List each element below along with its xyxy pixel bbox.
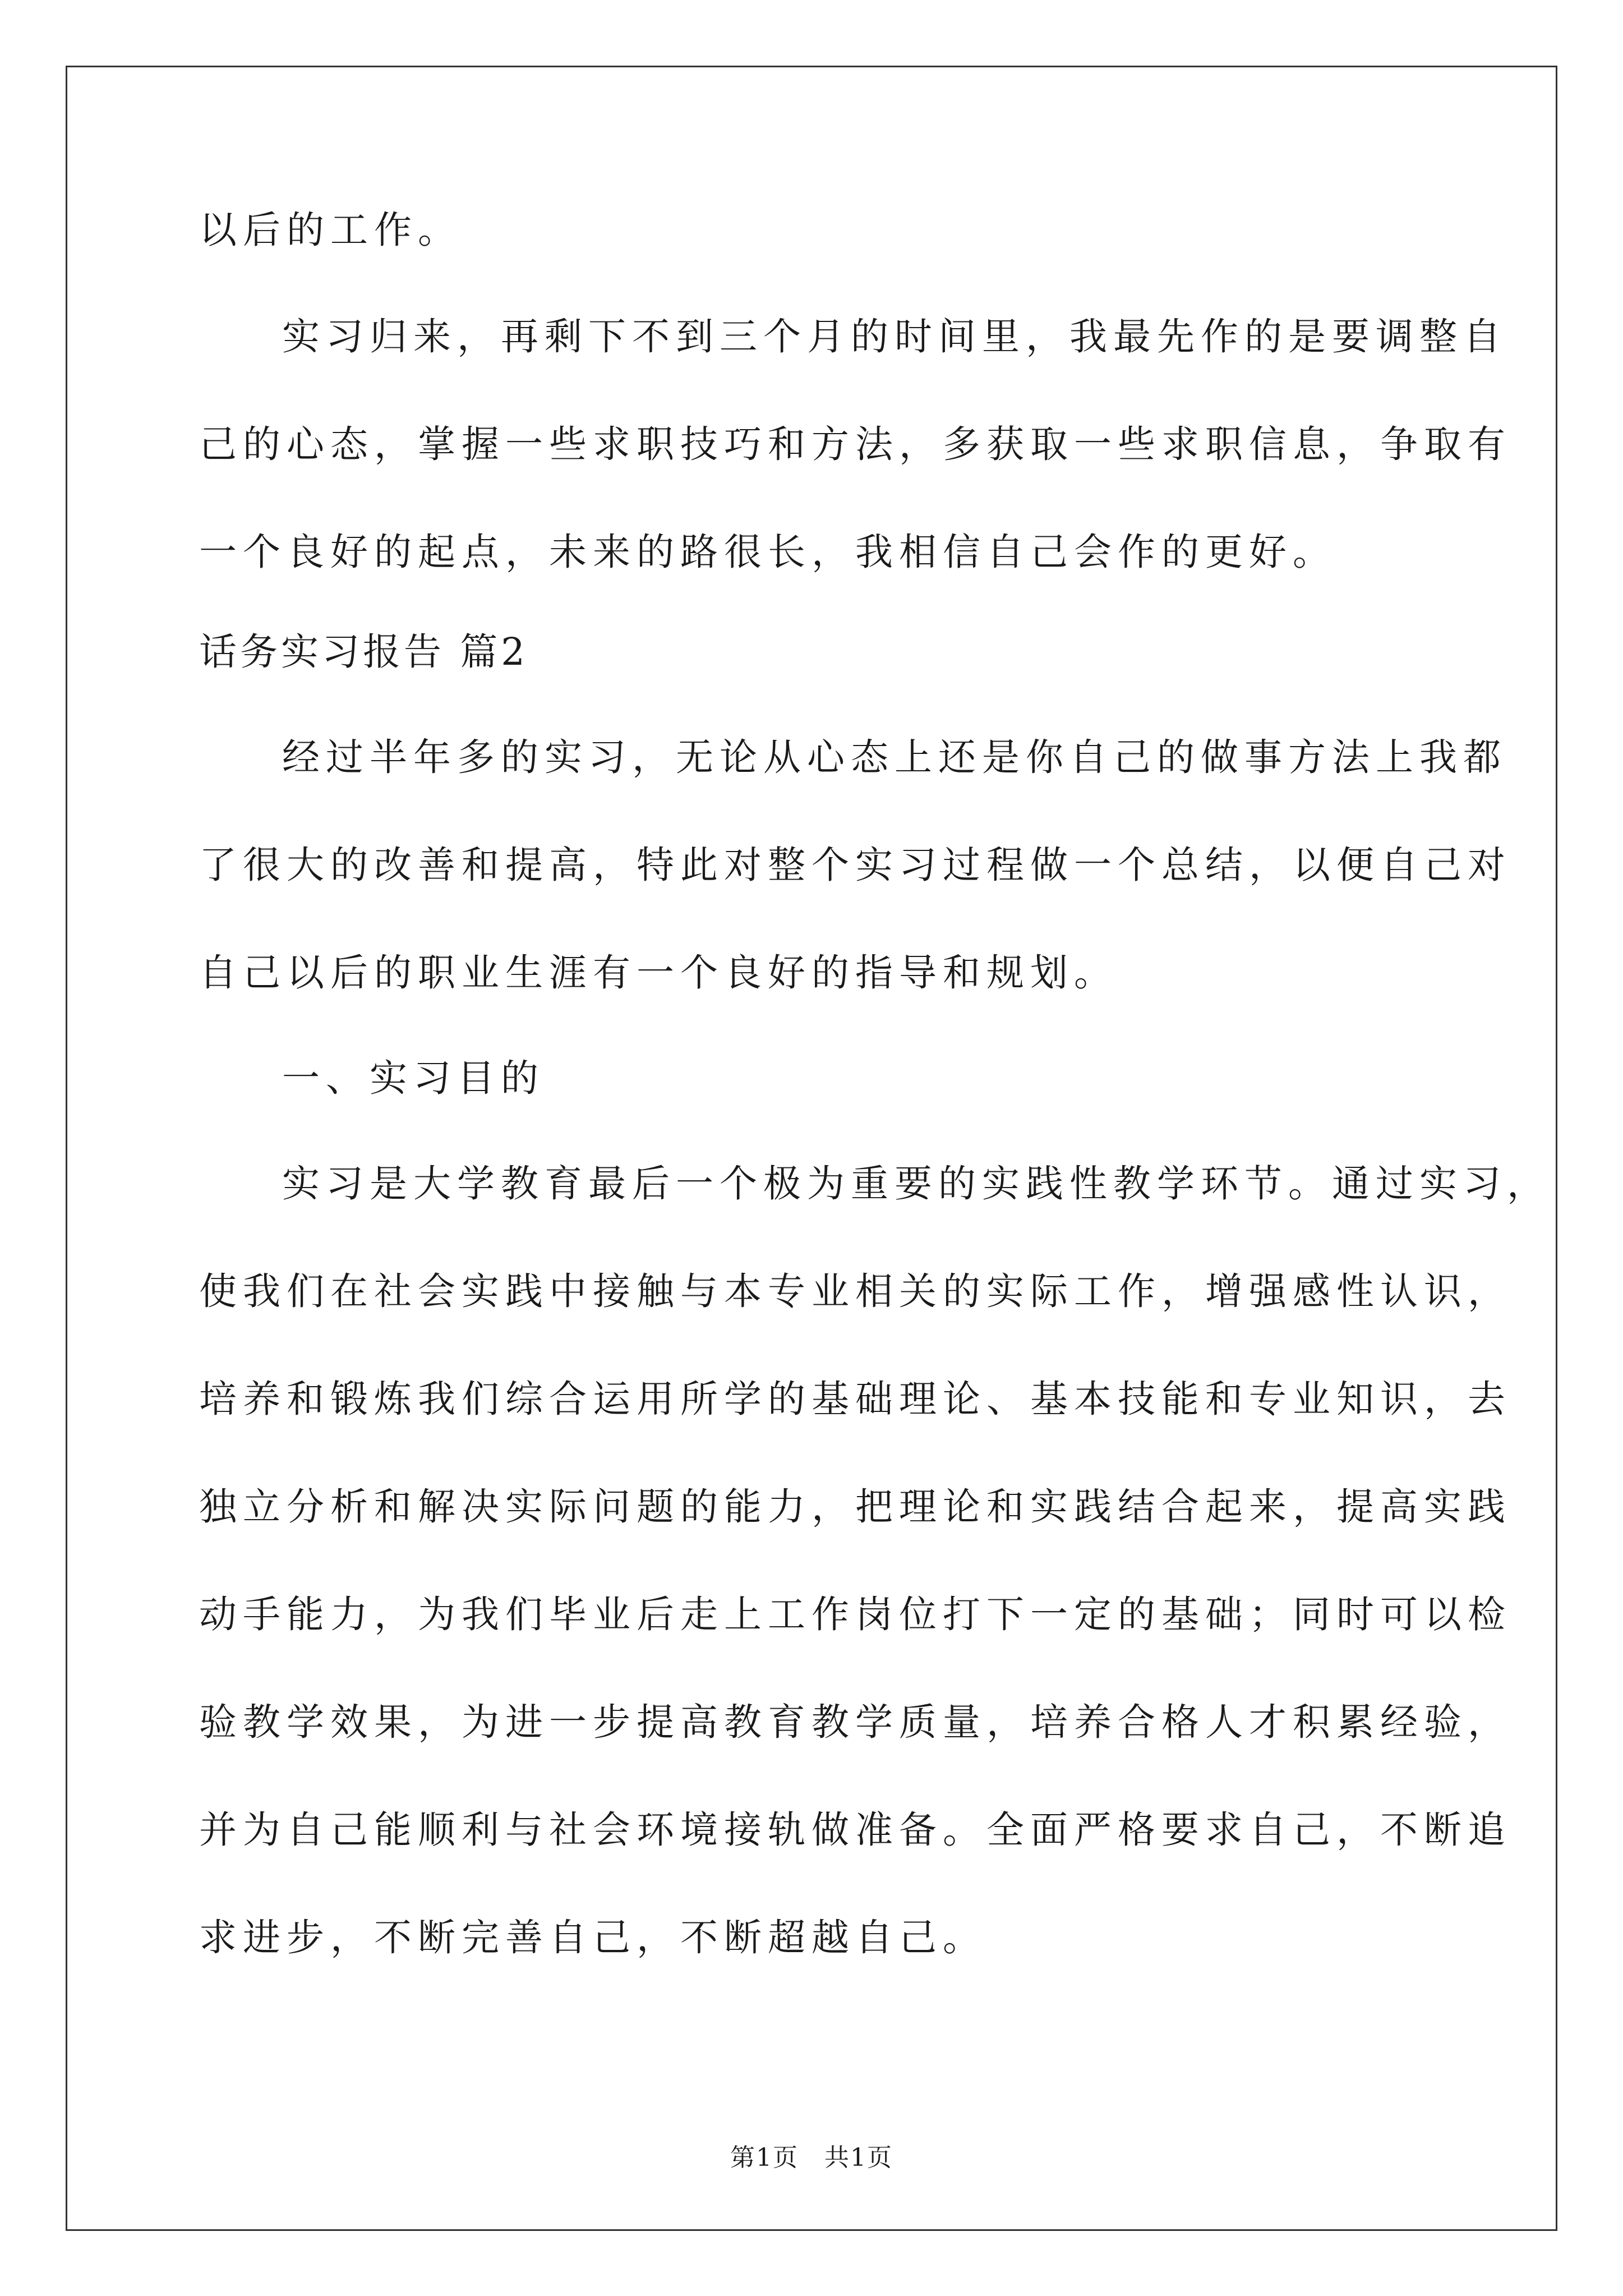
- paragraph-line: 求进步，不断完善自己，不断超越自己。: [199, 1916, 986, 1959]
- paragraph-line: 使我们在社会实践中接触与本专业相关的实际工作，增强感性认识，: [199, 1269, 1511, 1313]
- paragraph-line: 经过半年多的实习，无论从心态上还是你自己的做事方法上我都: [282, 735, 1507, 779]
- paragraph-line: 并为自己能顺利与社会环境接轨做准备。全面严格要求自己，不断追: [199, 1808, 1511, 1852]
- paragraph-line: 一个良好的起点，未来的路很长，我相信自己会作的更好。: [199, 530, 1336, 574]
- paragraph-line: 培养和锻炼我们综合运用所学的基础理论、基本技能和专业知识，去: [199, 1377, 1511, 1421]
- paragraph-line: 自己以后的职业生涯有一个良好的指导和规划。: [199, 951, 1118, 995]
- paragraph-line: 实习归来，再剩下不到三个月的时间里，我最先作的是要调整自: [282, 315, 1507, 358]
- subsection-heading: 一、实习目的: [282, 1056, 545, 1100]
- paragraph-line: 了很大的改善和提高，特此对整个实习过程做一个总结，以便自己对: [199, 843, 1511, 887]
- paragraph-line: 验教学效果，为进一步提高教育教学质量，培养合格人才积累经验，: [199, 1700, 1511, 1744]
- paragraph-line: 己的心态，掌握一些求职技巧和方法，多获取一些求职信息，争取有: [199, 422, 1511, 466]
- paragraph-line: 以后的工作。: [199, 208, 462, 252]
- section-heading: 话务实习报告 篇2: [199, 630, 528, 674]
- page-border: [66, 66, 1557, 2231]
- paragraph-line: 独立分析和解决实际问题的能力，把理论和实践结合起来，提高实践: [199, 1485, 1511, 1529]
- paragraph-line: 实习是大学教育最后一个极为重要的实践性教学环节。通过实习，: [282, 1162, 1551, 1205]
- page-number-footer: 第1页 共1页: [730, 2143, 893, 2172]
- paragraph-line: 动手能力，为我们毕业后走上工作岗位打下一定的基础；同时可以检: [199, 1593, 1511, 1636]
